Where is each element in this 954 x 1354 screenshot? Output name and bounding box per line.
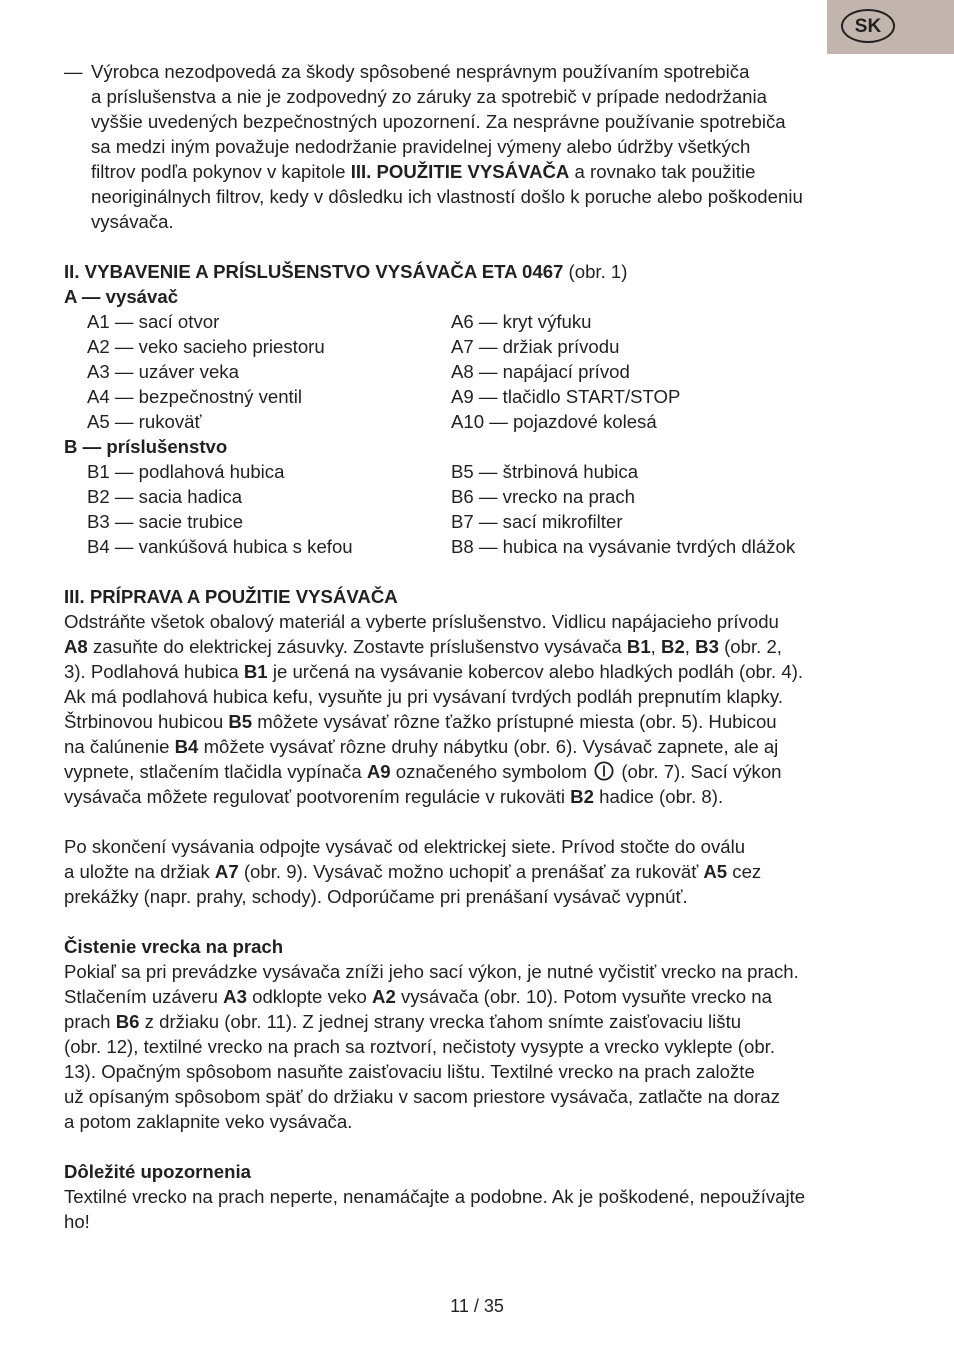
text-line: na čalúnenie B4 môžete vysávať rôzne druhy nábytku (obr. 6). Vysávač zapnete, ale aj <box>64 736 779 757</box>
group-a-list <box>64 309 904 434</box>
group-a-title: A — vysávač <box>64 286 179 307</box>
language-badge: SK <box>841 9 895 43</box>
page-number: 11 / 35 <box>450 1296 504 1316</box>
page-content <box>64 59 904 1234</box>
text-line: ho! <box>64 1211 90 1232</box>
part-item: A5 — rukoväť <box>87 411 202 432</box>
disclaimer-line: neoriginálnych filtrov, kedy v dôsledku ich vlastností došlo k poruche alebo poškodeniu <box>91 186 803 207</box>
disclaimer-line: Výrobca nezodpovedá za škody spôsobené nesprávnym používaním spotrebiča <box>91 61 750 82</box>
accessory-item: B4 — vankúšová hubica s kefou <box>87 536 353 557</box>
manufacturer-disclaimer <box>64 59 904 234</box>
text-line: Štrbinovou hubicou B5 môžete vysávať rôzne ťažko prístupné miesta (obr. 5). Hubicou <box>64 711 777 732</box>
cleaning-title: Čistenie vrecka na prach <box>64 936 284 957</box>
text-line: Po skončení vysávania odpojte vysávač od elektrickej siete. Prívod stočte do oválu <box>64 836 746 857</box>
language-tab <box>827 0 954 54</box>
section-2-title: II. VYBAVENIE A PRÍSLUŠENSTVO VYSÁVAČA ETA 0467 (obr. 1) <box>64 261 628 282</box>
part-item: A4 — bezpečnostný ventil <box>87 386 302 407</box>
group-b-title: B — príslušenstvo <box>64 436 228 457</box>
text-line: Textilné vrecko na prach neperte, nenamáčajte a podobne. Ak je poškodené, nepoužívajte <box>64 1186 806 1207</box>
part-item: A2 — veko sacieho priestoru <box>87 336 325 357</box>
part-item: A1 — sací otvor <box>87 311 220 332</box>
accessory-item: B3 — sacie trubice <box>87 511 244 532</box>
text-line: už opísaným spôsobom späť do držiaku v sacom priestore vysávača, zatlačte na doraz <box>64 1086 780 1107</box>
accessory-item: B6 — vrecko na prach <box>451 486 635 507</box>
disclaimer-line: a príslušenstva a nie je zodpovedný zo záruky za spotrebič v prípade nedodržania <box>91 86 767 107</box>
group-b-list <box>64 459 904 559</box>
power-symbol-icon <box>594 761 614 781</box>
text-line: 13). Opačným spôsobom nasuňte zaisťovaciu lištu. Textilné vrecko na prach založte <box>64 1061 755 1082</box>
text-line: a uložte na držiak A7 (obr. 9). Vysávač možno uchopiť a prenášať za rukoväť A5 cez <box>64 861 762 882</box>
disclaimer-line: vyššie uvedených bezpečnostných upozornení. Za nesprávne používanie spotrebiča <box>91 111 786 132</box>
text-line: prekážky (napr. prahy, schody). Odporúčame pri prenášaní vysávač vypnúť. <box>64 886 688 907</box>
text-line: a potom zaklapnite veko vysávača. <box>64 1111 353 1132</box>
part-item: A6 — kryt výfuku <box>451 311 592 332</box>
text-line: A8 zasuňte do elektrickej zásuvky. Zostavte príslušenstvo vysávača B1, B2, B3 (obr. 2, <box>64 636 782 657</box>
text-line: prach B6 z držiaku (obr. 11). Z jednej strany vrecka ťahom snímte zaisťovaciu lištu <box>64 1011 742 1032</box>
accessory-item: B7 — sací mikrofilter <box>451 511 623 532</box>
text-line: 3). Podlahová hubica B1 je určená na vysávanie kobercov alebo hladkých podláh (obr. 4). <box>64 661 804 682</box>
part-item: A9 — tlačidlo START/STOP <box>451 386 681 407</box>
text-line: vysávača môžete regulovať pootvorením regulácie v rukoväti B2 hadice (obr. 8). <box>64 786 724 807</box>
disclaimer-line: filtrov podľa pokynov v kapitole III. POUŽITIE VYSÁVAČA a rovnako tak použitie <box>91 161 756 182</box>
part-item: A8 — napájací prívod <box>451 361 630 382</box>
dash-bullet: — <box>64 61 83 82</box>
text-line: Odstráňte všetok obalový materiál a vyberte príslušenstvo. Vidlicu napájacieho prívodu <box>64 611 779 632</box>
important-warnings-title: Dôležité upozornenia <box>64 1161 251 1182</box>
text-line: vypnete, stlačením tlačidla vypínača A9 označeného symbolom (obr. 7). Sací výkon <box>64 761 782 782</box>
part-item: A7 — držiak prívodu <box>451 336 620 357</box>
text-line: Stlačením uzáveru A3 odklopte veko A2 vysávača (obr. 10). Potom vysuňte vrecko na <box>64 986 772 1007</box>
section-3-title: III. PRÍPRAVA A POUŽITIE VYSÁVAČA <box>64 586 398 607</box>
disclaimer-line: sa medzi iným považuje nedodržanie pravidelnej výmeny alebo údržby všetkých <box>91 136 751 157</box>
accessory-item: B2 — sacia hadica <box>87 486 243 507</box>
accessory-item: B1 — podlahová hubica <box>87 461 285 482</box>
text-line: Ak má podlahová hubica kefu, vysuňte ju pri vysávaní tvrdých podláh prepnutím klapky. <box>64 686 784 707</box>
part-item: A10 — pojazdové kolesá <box>451 411 657 432</box>
text-line: Pokiaľ sa pri prevádzke vysávača zníži jeho sací výkon, je nutné vyčistiť vrecko na prach. <box>64 961 799 982</box>
accessory-item: B8 — hubica na vysávanie tvrdých dlážok <box>451 536 796 557</box>
accessory-item: B5 — štrbinová hubica <box>451 461 639 482</box>
part-item: A3 — uzáver veka <box>87 361 239 382</box>
text-line: (obr. 12), textilné vrecko na prach sa roztvorí, nečistoty vysypte a vrecko vyklepte (obr. <box>64 1036 776 1057</box>
disclaimer-line: vysávača. <box>91 211 174 232</box>
